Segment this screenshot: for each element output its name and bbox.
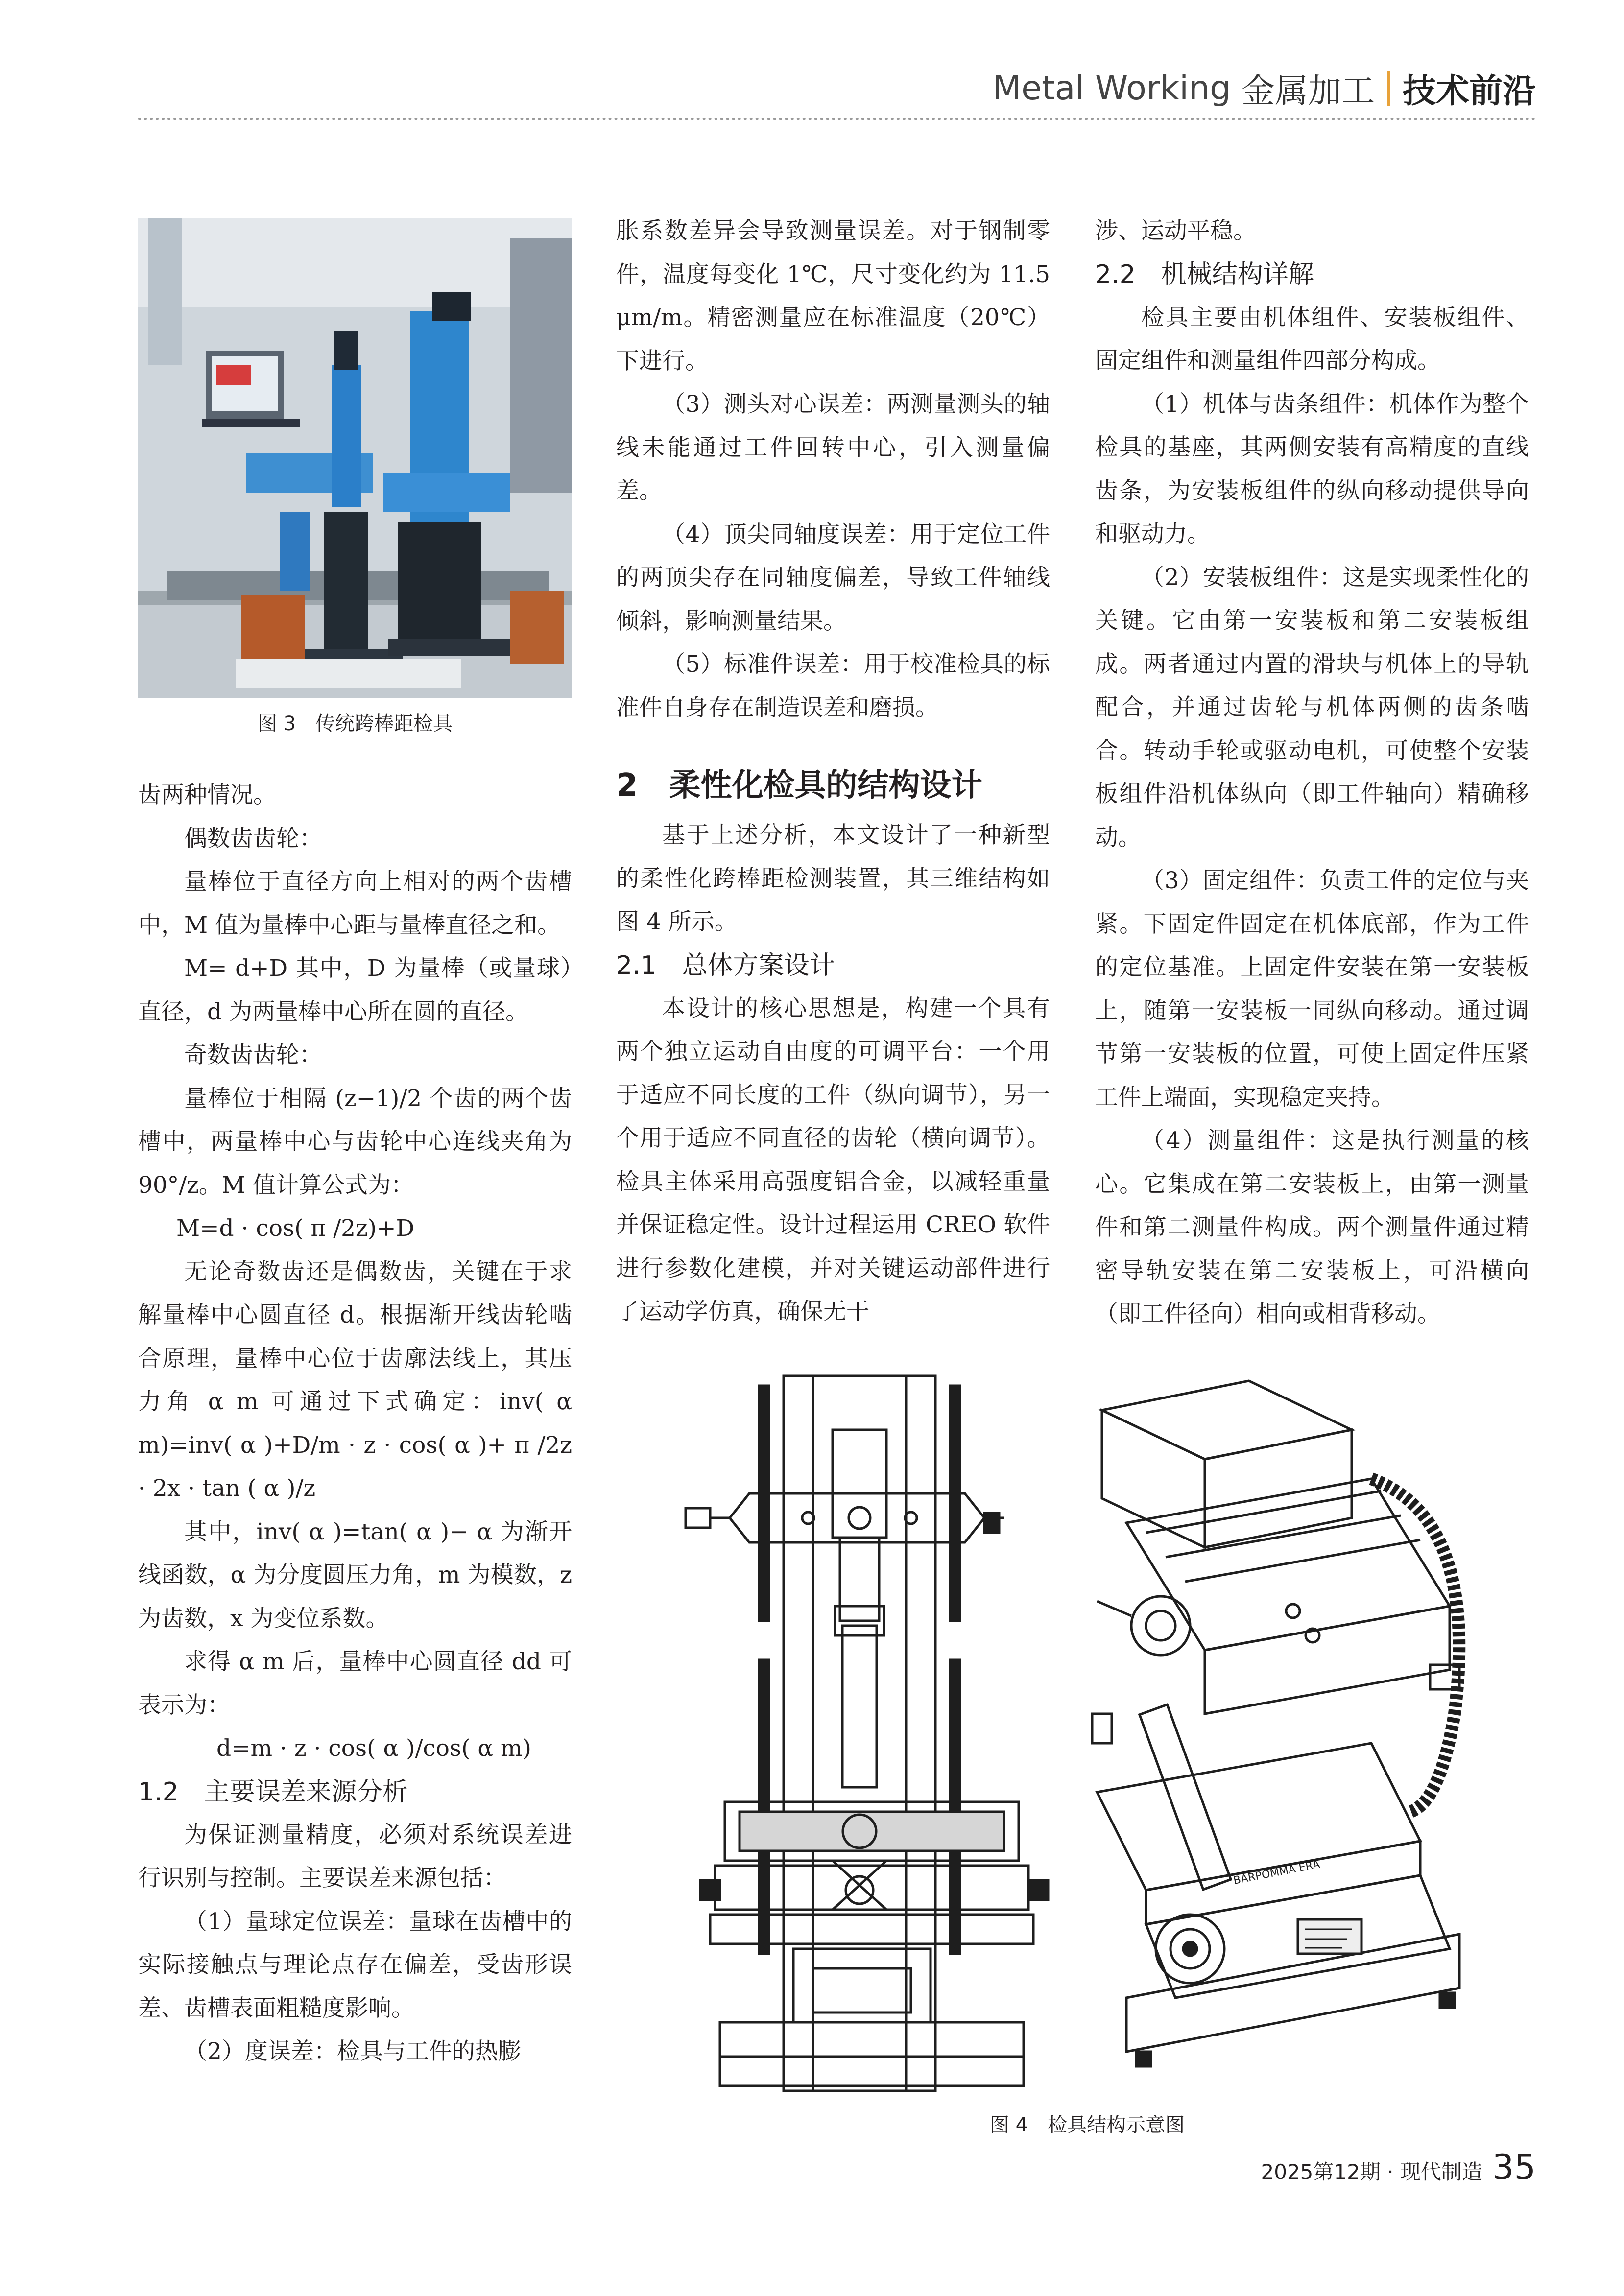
column-3: [1095, 210, 1529, 1336]
paragraph: 求得 α m 后，量棒中心圆直径 dd 可表示为：: [138, 1648, 572, 1719]
paragraph: 量棒位于相隔 (z−1)/2 个齿的两个齿槽中，两量棒中心与齿轮中心连线夹角为 90°/z。M 值计算公式为：: [138, 1085, 572, 1199]
section-heading-2: 2 柔性化检具的结构设计: [616, 767, 983, 804]
page-footer: [1261, 2147, 1536, 2187]
paragraph: （4）测量组件：这是执行测量的核心。它集成在第二安装板上，由第一测量件和第二测量件构成。两个测量件通过精密导轨安装在第二安装板上，可沿横向（即工件径向）相向或相背移动。: [1095, 1127, 1529, 1327]
section-heading-1-2: 1.2 主要误差来源分析: [138, 1777, 408, 1807]
formula-m-odd: M=d · cos( π /2z)+D: [176, 1215, 415, 1242]
magazine-name: 现代制造: [1400, 2160, 1482, 2184]
column-2: [616, 210, 1050, 1334]
front-view-drawing: [686, 1376, 1048, 2091]
page-number: 35: [1492, 2147, 1536, 2187]
nameplate-text: BARPOMMA ERA: [1232, 1858, 1321, 1887]
paragraph: 无论奇数齿还是偶数齿，关键在于求解量棒中心圆直径 d。根据渐开线齿轮啮合原理，量棒中心位于齿廓法线上，其压力角 α m 可通过下式确定：inv( α m)=inv( α )+D/m · z · cos( α )+ π /2z · 2x · tan ( α )/z: [138, 1258, 572, 1502]
paragraph: 本设计的核心思想是，构建一个具有两个独立运动自由度的可调平台：一个用于适应不同长度的工件（纵向调节），另一个用于适应不同直径的齿轮（横向调节）。检具主体采用高强度铝合金，以减轻重量并保证稳定性。设计过程运用 CREO 软件进行参数化建模，并对关键运动部件进行了运动学仿真，确保无干: [616, 994, 1050, 1325]
paragraph: 量棒位于直径方向上相对的两个齿槽中，M 值为量棒中心距与量棒直径之和。: [138, 868, 572, 939]
section-heading-2-2: 2.2 机械结构详解: [1095, 260, 1314, 289]
paragraph: 其中，inv( α )=tan( α )− α 为渐开线函数，α 为分度圆压力角，m 为模数，z 为齿数，x 为变位系数。: [138, 1518, 572, 1632]
paragraph: （1）机体与齿条组件：机体作为整个检具的基座，其两侧安装有高精度的直线齿条，为安装板组件的纵向移动提供导向和驱动力。: [1095, 390, 1529, 547]
paragraph: M= d+D 其中，D 为量棒（或量球）直径，d 为两量棒中心所在圆的直径。: [138, 955, 572, 1025]
paragraph: （2）安装板组件：这是实现柔性化的关键。它由第一安装板和第二安装板组成。两者通过内置的滑块与机体上的导轨配合，并通过齿轮与机体两侧的齿条啮合。转动手轮或驱动电机，可使整个安装板组件沿机体纵向（即工件轴向）精确移动。: [1095, 564, 1529, 851]
header-divider: [1387, 71, 1390, 106]
figure-4-drawing: [646, 1371, 1528, 2106]
paragraph: 涉、运动平稳。: [1095, 217, 1256, 244]
figure-3-caption: 图 3 传统跨棒距检具: [257, 712, 453, 735]
paragraph: （3）固定组件：负责工件的定位与夹紧。下固定件固定在机体底部，作为工件的定位基准。上固定件安装在第一安装板上，随第一安装板一同纵向移动。通过调节第一安装板的位置，可使上固定件压紧工件上端面，实现稳定夹持。: [1095, 867, 1529, 1111]
paragraph: 检具主要由机体组件、安装板组件、固定组件和测量组件四部分构成。: [1095, 304, 1529, 374]
paragraph: （2）度误差：检具与工件的热膨: [184, 2038, 521, 2065]
paragraph: 胀系数差异会导致测量误差。对于钢制零件，温度每变化 1℃，尺寸变化约为 11.5 μm/m。精密测量应在标准温度（20℃）下进行。: [616, 217, 1050, 375]
paragraph: （1）量球定位误差：量球在齿槽中的实际接触点与理论点存在偏差，受齿形误差、齿槽表面粗糙度影响。: [138, 1908, 572, 2022]
section-heading-2-1: 2.1 总体方案设计: [616, 950, 835, 980]
paragraph: （3）测头对心误差：两测量测头的轴线未能通过工件回转中心，引入测量偏差。: [616, 391, 1050, 504]
journal-name-cn: 金属加工: [1241, 72, 1375, 111]
formula-d: d=m · z · cos( α )/cos( α m): [216, 1735, 531, 1762]
column-name: 技术前沿: [1402, 72, 1536, 111]
column-1: [138, 774, 572, 2074]
running-header: [993, 65, 1536, 112]
issue-label: 2025第12期: [1261, 2160, 1381, 2184]
paragraph: （4）顶尖同轴度误差：用于定位工件的两顶尖存在同轴度偏差，导致工件轴线倾斜，影响测量结果。: [616, 521, 1050, 635]
header-dotted-rule: [138, 118, 1536, 120]
paragraph: 为保证测量精度，必须对系统误差进行识别与控制。主要误差来源包括：: [138, 1821, 572, 1892]
paragraph: 齿两种情况。: [138, 781, 276, 808]
footer-separator: ·: [1387, 2160, 1394, 2184]
paragraph: （5）标准件误差：用于校准检具的标准件自身存在制造误差和磨损。: [616, 651, 1050, 721]
paragraph: 偶数齿齿轮：: [184, 825, 322, 852]
figure-4-caption: 图 4 检具结构示意图: [989, 2114, 1185, 2136]
isometric-view-drawing: [1092, 1381, 1459, 2066]
paragraph: 奇数齿齿轮：: [184, 1041, 322, 1068]
journal-name-en: Metal Working: [992, 69, 1231, 108]
figure-3-photo: [138, 218, 572, 698]
paragraph: 基于上述分析，本文设计了一种新型的柔性化跨棒距检测装置，其三维结构如图 4 所示。: [616, 822, 1050, 935]
